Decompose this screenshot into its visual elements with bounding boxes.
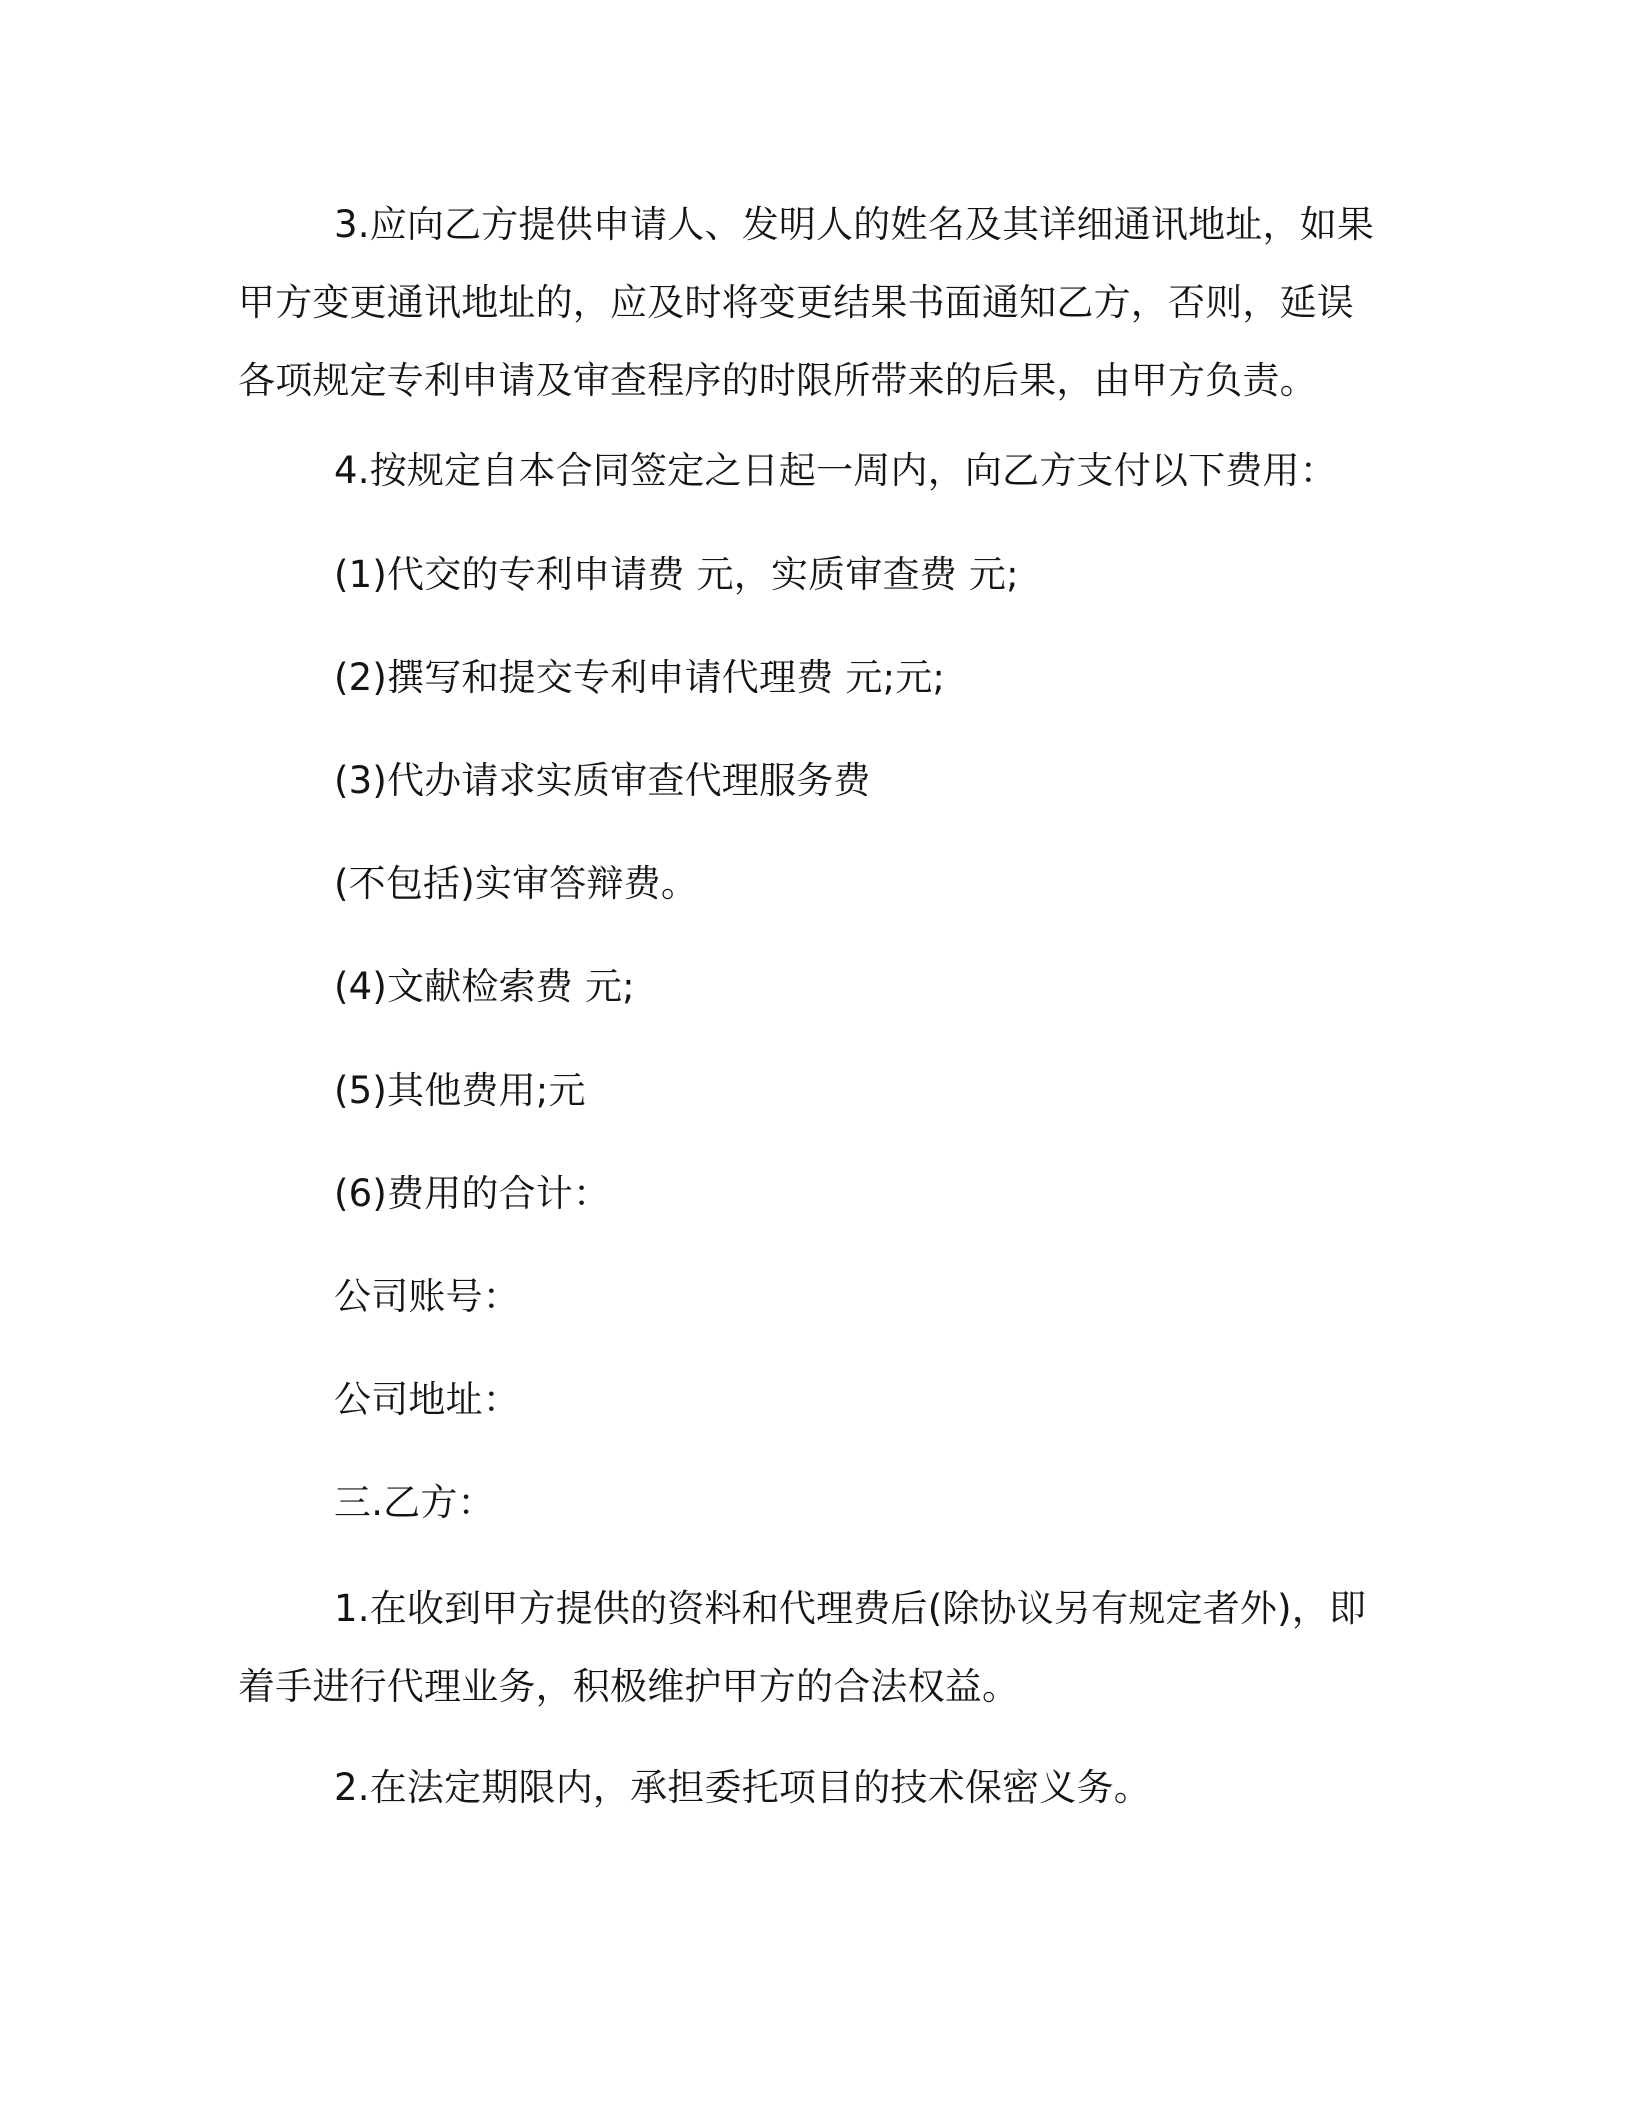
paragraph-3 [238,186,1375,420]
company-account: 公司账号： [334,1275,520,1318]
party-b-clause-2: 2.在法定期限内，承担委托项目的技术保密义务。 [334,1766,1151,1809]
fee-item-5: (5)其他费用;元 [334,1069,586,1112]
paragraph-3-line-3: 各项规定专利申请及审查程序的时限所带来的后果，由甲方负责。 [238,359,1317,402]
fee-item-3-note: (不包括)实审答辩费。 [334,862,699,905]
company-address: 公司地址： [334,1378,520,1421]
fee-item-3: (3)代办请求实质审查代理服务费 [334,759,871,802]
section-party-b-heading: 三.乙方： [334,1481,495,1524]
fee-item-4: (4)文献检索费 元; [334,965,635,1008]
party-b-clause-1 [238,1570,1368,1726]
paragraph-3-line-2: 甲方变更通讯地址的，应及时将变更结果书面通知乙方，否则，延误 [238,281,1354,324]
fee-item-2: (2)撰写和提交专利申请代理费 元;元; [334,656,946,699]
paragraph-4: 4.按规定自本合同签定之日起一周内，向乙方支付以下费用： [334,449,1337,492]
party-b-clause-1-line-2: 着手进行代理业务，积极维护甲方的合法权益。 [238,1665,1020,1708]
party-b-clause-1-line-1: 1.在收到甲方提供的资料和代理费后(除协议另有规定者外)，即 [334,1587,1367,1630]
fee-item-6: (6)费用的合计： [334,1172,611,1215]
paragraph-3-line-1: 3.应向乙方提供申请人、发明人的姓名及其详细通讯地址，如果 [334,203,1375,246]
fee-item-1: (1)代交的专利申请费 元，实质审查费 元; [334,553,1019,596]
